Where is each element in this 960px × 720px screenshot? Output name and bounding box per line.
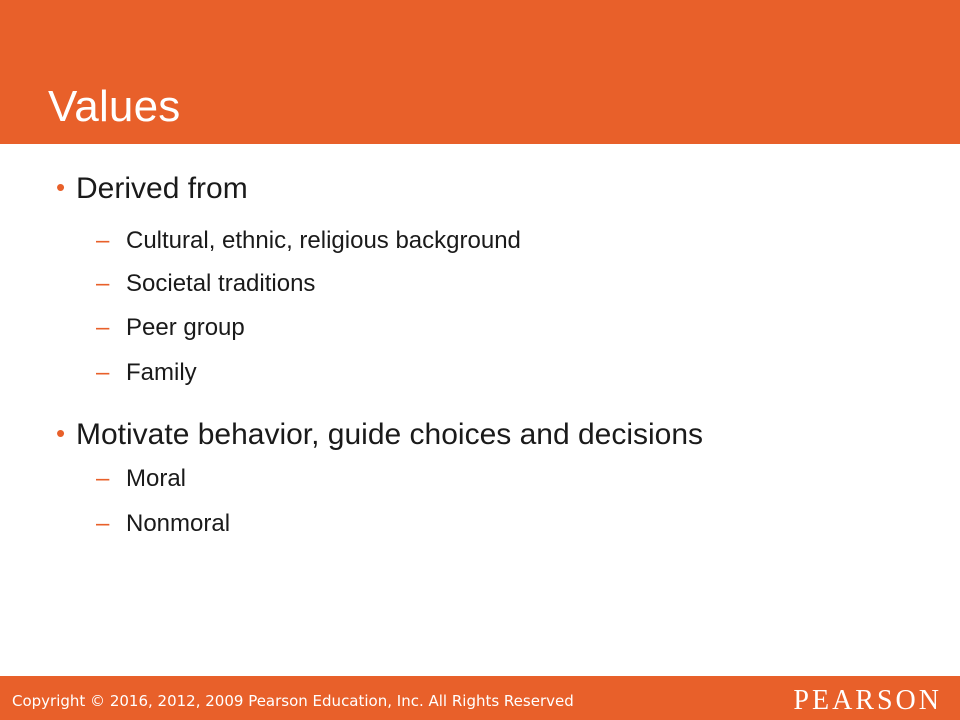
dash-icon: – (96, 314, 110, 341)
dash-icon: – (96, 510, 110, 537)
pearson-logo: PEARSON (793, 685, 942, 716)
title-banner (0, 0, 960, 144)
slide-title: Values (48, 82, 181, 131)
sub-item-text: Nonmoral (126, 510, 231, 537)
dash-icon: – (96, 227, 110, 254)
dash-icon: – (96, 359, 110, 386)
bullet-text: Derived from (76, 172, 248, 205)
sub-item-text: Peer group (126, 314, 245, 341)
bullet-icon: • (56, 172, 66, 202)
sub-item-text: Family (126, 359, 197, 386)
sub-item-text: Societal traditions (126, 270, 316, 297)
copyright-text: Copyright © 2016, 2012, 2009 Pearson Education, Inc. All Rights Reserved (12, 692, 574, 710)
dash-icon: – (96, 465, 110, 492)
sub-item-text: Moral (126, 465, 187, 492)
dash-icon: – (96, 270, 110, 297)
sub-item-text: Cultural, ethnic, religious background (126, 227, 521, 254)
footer-bar (0, 676, 960, 720)
bullet-icon: • (56, 418, 66, 448)
bullet-text: Motivate behavior, guide choices and decisions (76, 418, 704, 451)
